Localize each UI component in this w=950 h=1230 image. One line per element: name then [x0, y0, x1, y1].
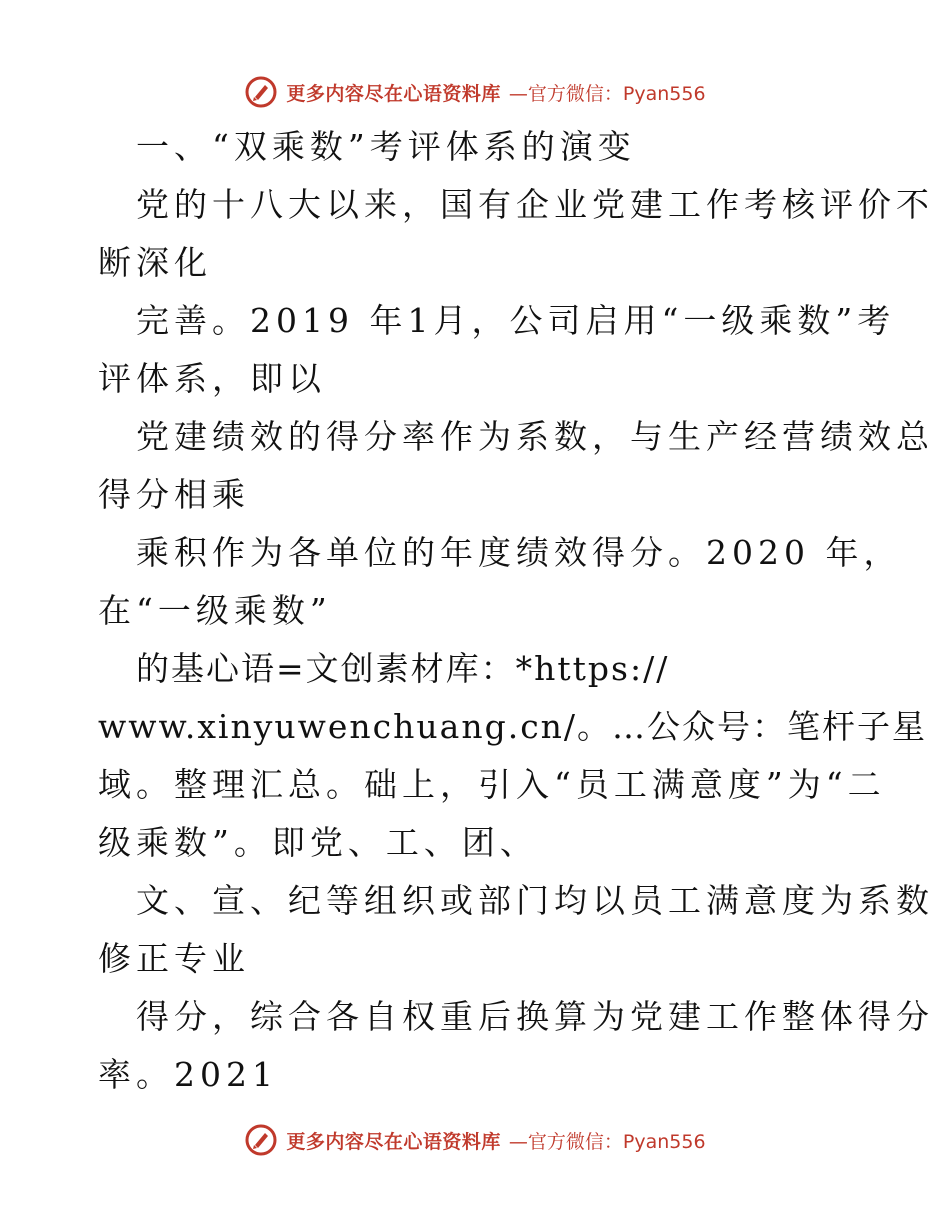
text-line: 文、宣、纪等组织或部门均以员工满意度为系数 [136, 881, 934, 920]
text-line: 得分相乘 [98, 475, 250, 514]
text-line: 率。2021 [98, 1055, 278, 1094]
text-line: 党的十八大以来，国有企业党建工作考核评价不 [136, 185, 934, 224]
watermark-main-text: 更多内容尽在心语资料库 [286, 82, 501, 105]
watermark-footer [0, 1118, 950, 1162]
logo-icon [244, 75, 278, 109]
watermark-sub-text: —官方微信：Pyan556 [508, 82, 706, 105]
text-line: 得分，综合各自权重后换算为党建工作整体得分 [136, 997, 934, 1036]
text-line: 修正专业 [98, 939, 250, 978]
text-line: 断深化 [98, 243, 212, 282]
text-line: 完善。2019 年1月，公司启用“一级乘数”考 [136, 301, 896, 340]
text-line: 乘积作为各单位的年度绩效得分。2020 年， [136, 533, 902, 572]
text-line: 一、“双乘数”考评体系的演变 [136, 127, 636, 166]
text-line: 域。整理汇总。础上，引入“员工满意度”为“二 [98, 765, 886, 804]
watermark-main-text: 更多内容尽在心语资料库 [286, 1130, 501, 1153]
text-line: 的基心语=文创素材库：*https:// [136, 649, 670, 688]
text-line: 党建绩效的得分率作为系数，与生产经营绩效总 [136, 417, 934, 456]
text-line: www.xinyuwenchuang.cn/。…公众号：笔杆子星 [98, 707, 928, 746]
logo-icon [244, 1123, 278, 1157]
watermark-sub-text: —官方微信：Pyan556 [508, 1130, 706, 1153]
document-body [98, 118, 934, 1104]
watermark-header [0, 70, 950, 114]
text-line: 评体系，即以 [98, 359, 326, 398]
text-line: 在“一级乘数” [98, 591, 332, 630]
text-line: 级乘数”。即党、工、团、 [98, 823, 538, 862]
